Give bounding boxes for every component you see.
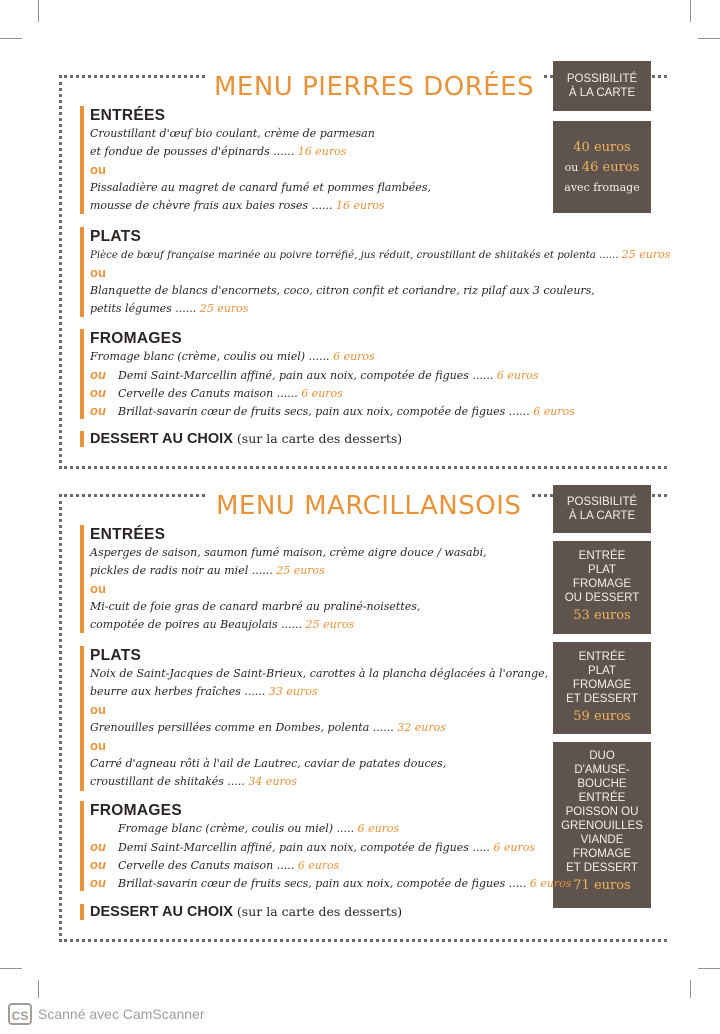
menu1-title: MENU PIERRES DORÉES: [206, 73, 542, 101]
menu1-fromage4-ou: ou: [90, 403, 106, 418]
crop-mark-bottom-left-v: [38, 980, 39, 998]
menu2-entree2-line1: Mi-cuit de foie gras de canard marbré au praliné-noisettes,: [90, 600, 421, 613]
menu1-fromage1-text: Fromage blanc (crème, coulis ou miel) ......: [90, 350, 330, 363]
menu2-entree2-line2: [90, 616, 655, 634]
menu2-fromage1-line: [90, 820, 655, 838]
menu2-fromage2-text: Demi Saint-Marcellin affiné, pain aux noix, compotée de figues .....: [118, 841, 490, 854]
menu1-plats-section: [80, 227, 671, 318]
menu2-plat3-line2: [90, 773, 655, 791]
crop-mark-bottom-left: [0, 968, 22, 969]
menu1-dessert-line: [90, 431, 655, 447]
menu1-price-ou: ou: [564, 161, 579, 174]
menu1-carte-badge-line2: À LA CARTE: [568, 87, 636, 99]
menu2-fromage4-line: [90, 874, 655, 892]
menu1-fromages-heading: FROMAGES: [90, 330, 182, 347]
menu2-fromage1-text: Fromage blanc (crème, coulis ou miel) .....: [118, 822, 355, 835]
menu1-entrees-heading: ENTRÉES: [90, 107, 166, 124]
menu2-plats-ou2: ou: [90, 738, 106, 753]
menu2-fromage3-ou: ou: [90, 857, 106, 872]
menu2-plat3-line1: Carré d'agneau rôti à l'ail de Lautrec, caviar de patates douces,: [90, 757, 447, 770]
menu2-fromage4-ou: ou: [90, 875, 106, 890]
menu1-plat2-text: petits légumes ......: [90, 302, 197, 315]
menu1-price-fromage: avec fromage: [564, 181, 640, 194]
menu2-box1-price: 53 euros: [573, 608, 631, 623]
menu2-box3-price: 71 euros: [573, 878, 631, 893]
menu1-fromage4-text: Brillat-savarin cœur de fruits secs, pain aux noix, compotée de figues ......: [118, 405, 530, 418]
menu1-entree2-line1: Pissaladière au magret de canard fumé et pommes flambées,: [90, 181, 431, 194]
menu1-fromage4-line: [90, 402, 655, 420]
menu1-entree1-price: 16 euros: [297, 145, 347, 158]
menu2-plat3-price: 34 euros: [248, 775, 298, 788]
menu1-plat2-line2: [90, 300, 655, 318]
menu1-fromage1-price: 6 euros: [333, 350, 375, 363]
menu1-plat2-price: 25 euros: [199, 302, 249, 315]
menu2-box3-line1: DUO: [589, 750, 615, 762]
camscanner-logo: CS: [8, 1003, 32, 1025]
menu1-plats-heading: PLATS: [90, 228, 142, 245]
menu2-entree1-line1: Asperges de saison, saumon fumé maison, crème aigre douce / wasabi,: [90, 546, 487, 559]
menu2-plat1-line1: Noix de Saint-Jacques de Saint-Brieux, carottes à la plancha déglacées à l'orange,: [90, 667, 549, 680]
menu2-title: MENU MARCILLANSOIS: [208, 492, 529, 520]
menu2-plat1-text: beurre aux herbes fraîches ......: [90, 685, 266, 698]
menu2-box3-line7: VIANDE: [580, 834, 624, 846]
menu2-carte-badge-line2: À LA CARTE: [568, 510, 636, 522]
menu1-carte-badge-line1: POSSIBILITÉ: [566, 73, 638, 85]
menu2-entree2-price: 25 euros: [305, 618, 355, 631]
crop-mark-top-left: [0, 38, 22, 39]
crop-mark-top-right: [698, 38, 720, 39]
menu2-entrees-ou: ou: [90, 581, 106, 596]
menu2-box2-line2: PLAT: [588, 665, 616, 677]
section-bar: [80, 525, 84, 633]
menu2-fromage3-text: Cervelle des Canuts maison .....: [118, 859, 295, 872]
menu2-plat1-price: 33 euros: [268, 685, 318, 698]
menu1-price-40: 40 euros: [573, 140, 631, 155]
menu2-dessert-section: [80, 904, 655, 920]
menu2-plats-heading: PLATS: [90, 647, 142, 664]
menu2-fromage4-price: 6 euros: [529, 877, 572, 890]
menu2-entree1-line2: [90, 562, 655, 580]
camscanner-text: Scanné avec CamScanner: [38, 1006, 205, 1022]
section-bar: [80, 431, 84, 447]
menu2-fromage3-line: [90, 856, 655, 874]
menu2-fromages-heading: FROMAGES: [90, 802, 182, 819]
menu1-dessert-section: [80, 431, 655, 447]
crop-mark-bottom-right-v: [690, 980, 691, 998]
menu2-fromage2-price: 6 euros: [493, 841, 535, 854]
menu2-dessert-label: DESSERT AU CHOIX: [90, 904, 233, 920]
menu1-fromage2-line: [90, 366, 655, 384]
menu2-plat3-text: croustillant de shiitakés .....: [90, 775, 245, 788]
menu2-fromages-section: [80, 801, 655, 892]
menu2-box3-line5: POISSON OU: [565, 806, 639, 818]
menu2-fromage1-price: 6 euros: [357, 822, 400, 835]
menu2-box3-line6: GRENOUILLES: [561, 820, 643, 832]
menu1-carte-badge: [553, 61, 651, 111]
section-bar: [80, 801, 84, 891]
menu2-dessert-note: (sur la carte des desserts): [236, 904, 403, 919]
menu1-entrees-ou: ou: [90, 162, 106, 177]
section-bar: [80, 106, 84, 214]
menu1-entrees-section: [80, 106, 655, 215]
menu2-plat1-line2: [90, 683, 655, 701]
menu1-fromage2-ou: ou: [90, 367, 106, 382]
menu2-entrees-section: [80, 525, 655, 634]
menu2-entrees-heading: ENTRÉES: [90, 526, 166, 543]
menu2-fromage4-text: Brillat-savarin cœur de fruits secs, pain aux noix, compotée de figues .....: [118, 877, 527, 890]
menu2-box2-line1: ENTRÉE: [578, 651, 626, 663]
menu1-fromage3-price: 6 euros: [301, 387, 343, 400]
menu2-box3-line9: ET DESSERT: [566, 862, 638, 874]
section-bar: [80, 904, 84, 920]
section-bar: [80, 329, 84, 419]
menu2-box1-line2: PLAT: [588, 564, 616, 576]
menu1-fromages-section: [80, 329, 655, 420]
menu1-fromage4-price: 6 euros: [533, 405, 575, 418]
menu2-box2-line4: ET DESSERT: [566, 693, 638, 705]
menu2-entree1-text: pickles de radis noir au miel ......: [90, 564, 273, 577]
menu1-entree2-line2: [90, 197, 655, 215]
menu2-plats-ou1: ou: [90, 702, 106, 717]
menu1-fromage1-line: [90, 348, 655, 366]
menu1-fromage3-text: Cervelle des Canuts maison ......: [118, 387, 298, 400]
menu1-plat2-line1: Blanquette de blancs d'encornets, coco, citron confit et coriandre, riz pilaf aux 3 couleurs,: [90, 284, 595, 297]
menu2-dessert-line: [90, 904, 655, 920]
menu2-plat2-text: Grenouilles persillées comme en Dombes, polenta ......: [90, 721, 394, 734]
menu2-plat2-price: 32 euros: [397, 721, 446, 734]
menu2-fromage3-price: 6 euros: [297, 859, 340, 872]
menu1-entree1-text: et fondue de pousses d'épinards ......: [90, 145, 295, 158]
menu1-plat1-text: Pièce de bœuf française marinée au poivre torréfié, jus réduit, croustillant de shiitakés et polenta ......: [90, 250, 619, 261]
crop-mark-top-right-v: [690, 0, 691, 22]
menu2-box3-line4: ENTRÉE: [578, 792, 626, 804]
menu2-entree1-price: 25 euros: [276, 564, 325, 577]
menu2-box3-line2: D'AMUSE-: [574, 764, 630, 776]
menu1-dessert-label: DESSERT AU CHOIX: [90, 431, 233, 447]
menu1-price-46: 46 euros: [581, 160, 640, 175]
menu2-box3-line3: BOUCHE: [577, 778, 627, 790]
menu2-box3-line8: FROMAGE: [572, 848, 632, 860]
menu1-plats-ou: ou: [90, 265, 106, 280]
menu1-fromage3-line: [90, 384, 655, 402]
menu1-fromage2-price: 6 euros: [496, 369, 539, 382]
menu2-box2-line3: FROMAGE: [572, 679, 632, 691]
menu2-carte-badge-line1: POSSIBILITÉ: [566, 496, 638, 508]
menu2-entree2-text: compotée de poires au Beaujolais ......: [90, 618, 303, 631]
crop-mark-bottom-right: [698, 968, 720, 969]
menu2-plat2-line: [90, 719, 655, 737]
menu1-dessert-note: (sur la carte des desserts): [236, 431, 403, 446]
menu2-box2-price: 59 euros: [573, 709, 631, 724]
menu1-plat1-line: [90, 246, 671, 264]
menu1-entree2-text: mousse de chèvre frais aux baies roses ......: [90, 199, 333, 212]
menu1-entree1-line2: [90, 143, 655, 161]
menu2-box1-line3: FROMAGE: [572, 578, 632, 590]
menu1-entree2-price: 16 euros: [336, 199, 385, 212]
menu1-fromage3-ou: ou: [90, 385, 106, 400]
menu1-plat1-price: 25 euros: [621, 248, 671, 261]
menu2-fromage2-line: [90, 838, 655, 856]
crop-mark-top-left-v: [38, 0, 39, 22]
menu1-fromage2-text: Demi Saint-Marcellin affiné, pain aux noix, compotée de figues ......: [118, 369, 494, 382]
menu1-entree1-line1: Croustillant d'œuf bio coulant, crème de parmesan: [90, 127, 375, 140]
section-bar: [80, 227, 84, 317]
menu2-box1-line1: ENTRÉE: [578, 550, 626, 562]
menu2-box1-line4: OU DESSERT: [564, 592, 640, 604]
menu2-plats-section: [80, 646, 655, 791]
menu2-fromage2-ou: ou: [90, 839, 106, 854]
section-bar: [80, 646, 84, 791]
